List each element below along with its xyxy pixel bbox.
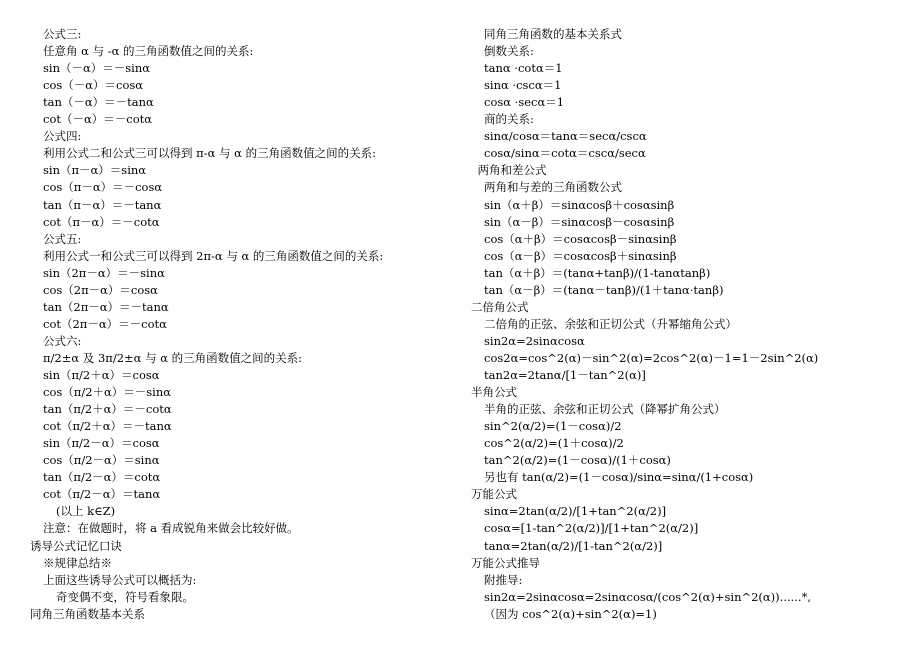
left-text-line: 奇变偶不变，符号看象限。 (56, 589, 194, 604)
right-text-line: 商的关系: (484, 112, 534, 127)
right-text-line: tan（α＋β）＝(tanα+tanβ)/(1-tanαtanβ) (484, 265, 711, 280)
left-text-line: cos（π/2＋α）＝－sinα (43, 385, 172, 400)
left-text-line: 公式六: (43, 333, 82, 348)
left-text-line: cos（－α）＝cosα (43, 78, 144, 93)
right-text-line: cosα=[1-tan^2(α/2)]/[1+tan^2(α/2)] (484, 521, 699, 536)
right-text-line: sin2α=2sinαcosα (484, 333, 585, 348)
left-text-line: cot（2π－α）＝－cotα (43, 316, 167, 331)
right-text-line: 另也有 tan(α/2)=(1－cosα)/sinα=sinα/(1+cosα) (484, 470, 754, 485)
right-text-line: 同角三角函数的基本关系式 (484, 27, 622, 41)
right-text-line: cos2α=cos^2(α)－sin^2(α)=2cos^2(α)－1=1－2sin^2(α) (484, 350, 819, 365)
right-text-line: 两角和与差的三角函数公式 (484, 180, 622, 195)
right-text-line: sin^2(α/2)=(1－cosα)/2 (484, 419, 622, 434)
right-text-line: 二倍角公式 (471, 299, 529, 314)
right-text-line: cos^2(α/2)=(1＋cosα)/2 (484, 436, 624, 451)
right-text-line: tan^2(α/2)=(1－cosα)/(1＋cosα) (484, 453, 671, 468)
left-text-line: 上面这些诱导公式可以概括为: (43, 572, 197, 587)
left-text-line: cos（2π－α）＝cosα (43, 282, 158, 297)
left-text-line: cot（π/2－α）＝tanα (43, 487, 161, 502)
right-text-line: cos（α＋β）＝cosαcosβ－sinαsinβ (484, 231, 677, 246)
right-text-line: tanα=2tan(α/2)/[1-tan^2(α/2)] (484, 538, 663, 553)
left-text-line: sin（π/2＋α）＝cosα (43, 368, 160, 382)
left-text-line: sin（－α）＝－sinα (43, 61, 151, 76)
right-text-line: 万能公式推导 (471, 555, 540, 570)
left-text-line: (以上 k∈Z) (56, 504, 116, 519)
left-text-line: ※规律总结※ (43, 555, 112, 570)
left-text-line: sin（π/2－α）＝cosα (43, 436, 160, 451)
left-text-line: cos（π－α）＝－cosα (43, 180, 163, 195)
left-text-line: 同角三角函数基本关系 (30, 606, 145, 621)
right-text-line: cosα/sinα＝cotα＝cscα/secα (484, 146, 646, 161)
left-text-line: cot（－α）＝－cotα (43, 112, 153, 127)
left-text-line: cot（π－α）＝－cotα (43, 214, 160, 229)
left-text-line: 公式四: (43, 129, 82, 144)
right-text-line: cosα ·secα＝1 (484, 95, 565, 110)
left-text-line: tan（2π－α）＝－tanα (43, 299, 169, 314)
left-text-line: 诱导公式记忆口诀 (30, 538, 122, 553)
right-text-line: tan（α－β）＝(tanα－tanβ)/(1＋tanα·tanβ) (484, 282, 724, 297)
right-text-line: 倒数关系: (484, 44, 534, 59)
right-text-line: sin（α－β）＝sinαcosβ－cosαsinβ (484, 214, 675, 229)
right-text-line: sin（α＋β）＝sinαcosβ＋cosαsinβ (484, 197, 675, 212)
left-text-line: cot（π/2＋α）＝－tanα (43, 419, 172, 434)
left-text-line: 利用公式二和公式三可以得到 π-α 与 α 的三角函数值之间的关系: (43, 146, 376, 161)
left-text-line: tan（π－α）＝－tanα (43, 197, 162, 212)
left-text-line: tan（π/2＋α）＝－cotα (43, 402, 172, 417)
right-text-line: 半角的正弦、余弦和正切公式（降幂扩角公式） (484, 402, 726, 417)
right-text-line: sinα ·cscα＝1 (484, 78, 562, 93)
left-text-line: cos（π/2－α）＝sinα (43, 453, 160, 468)
left-text-line: 注意：在做题时，将 a 看成锐角来做会比较好做。 (43, 521, 299, 536)
right-text-line: （因为 cos^2(α)+sin^2(α)=1) (484, 606, 657, 621)
left-text-line: 利用公式一和公式三可以得到 2π-α 与 α 的三角函数值之间的关系: (43, 248, 384, 263)
left-text-line: 公式三: (43, 27, 82, 41)
right-text-line: sinα=2tan(α/2)/[1+tan^2(α/2)] (484, 504, 667, 519)
right-text-line: tanα ·cotα＝1 (484, 61, 563, 76)
right-text-line: 两角和差公式 (477, 163, 547, 178)
left-text-line: π/2±α 及 3π/2±α 与 α 的三角函数值之间的关系: (43, 350, 303, 365)
left-text-line: sin（2π－α）＝－sinα (43, 265, 165, 280)
left-text-line: 任意角 α 与 -α 的三角函数值之间的关系: (43, 44, 254, 59)
left-text-line: tan（－α）＝－tanα (43, 95, 154, 110)
right-text-line: sin2α=2sinαcosα=2sinαcosα/(cos^2(α)+sin^2(α))......*, (484, 589, 811, 604)
right-text-line: cos（α－β）＝cosαcosβ＋sinαsinβ (484, 248, 677, 263)
right-text-line: 附推导: (484, 572, 523, 587)
right-text-line: 二倍角的正弦、余弦和正切公式（升幂缩角公式） (484, 316, 737, 331)
right-text-line: 半角公式 (471, 385, 517, 400)
right-text-line: tan2α=2tanα/[1－tan^2(α)] (484, 368, 646, 382)
left-text-line: tan（π/2－α）＝cotα (43, 470, 161, 485)
right-text-line: sinα/cosα＝tanα＝secα/cscα (484, 129, 647, 144)
left-text-line: sin（π－α）＝sinα (43, 163, 147, 178)
left-text-line: 公式五: (43, 231, 82, 246)
right-text-line: 万能公式 (471, 487, 517, 502)
